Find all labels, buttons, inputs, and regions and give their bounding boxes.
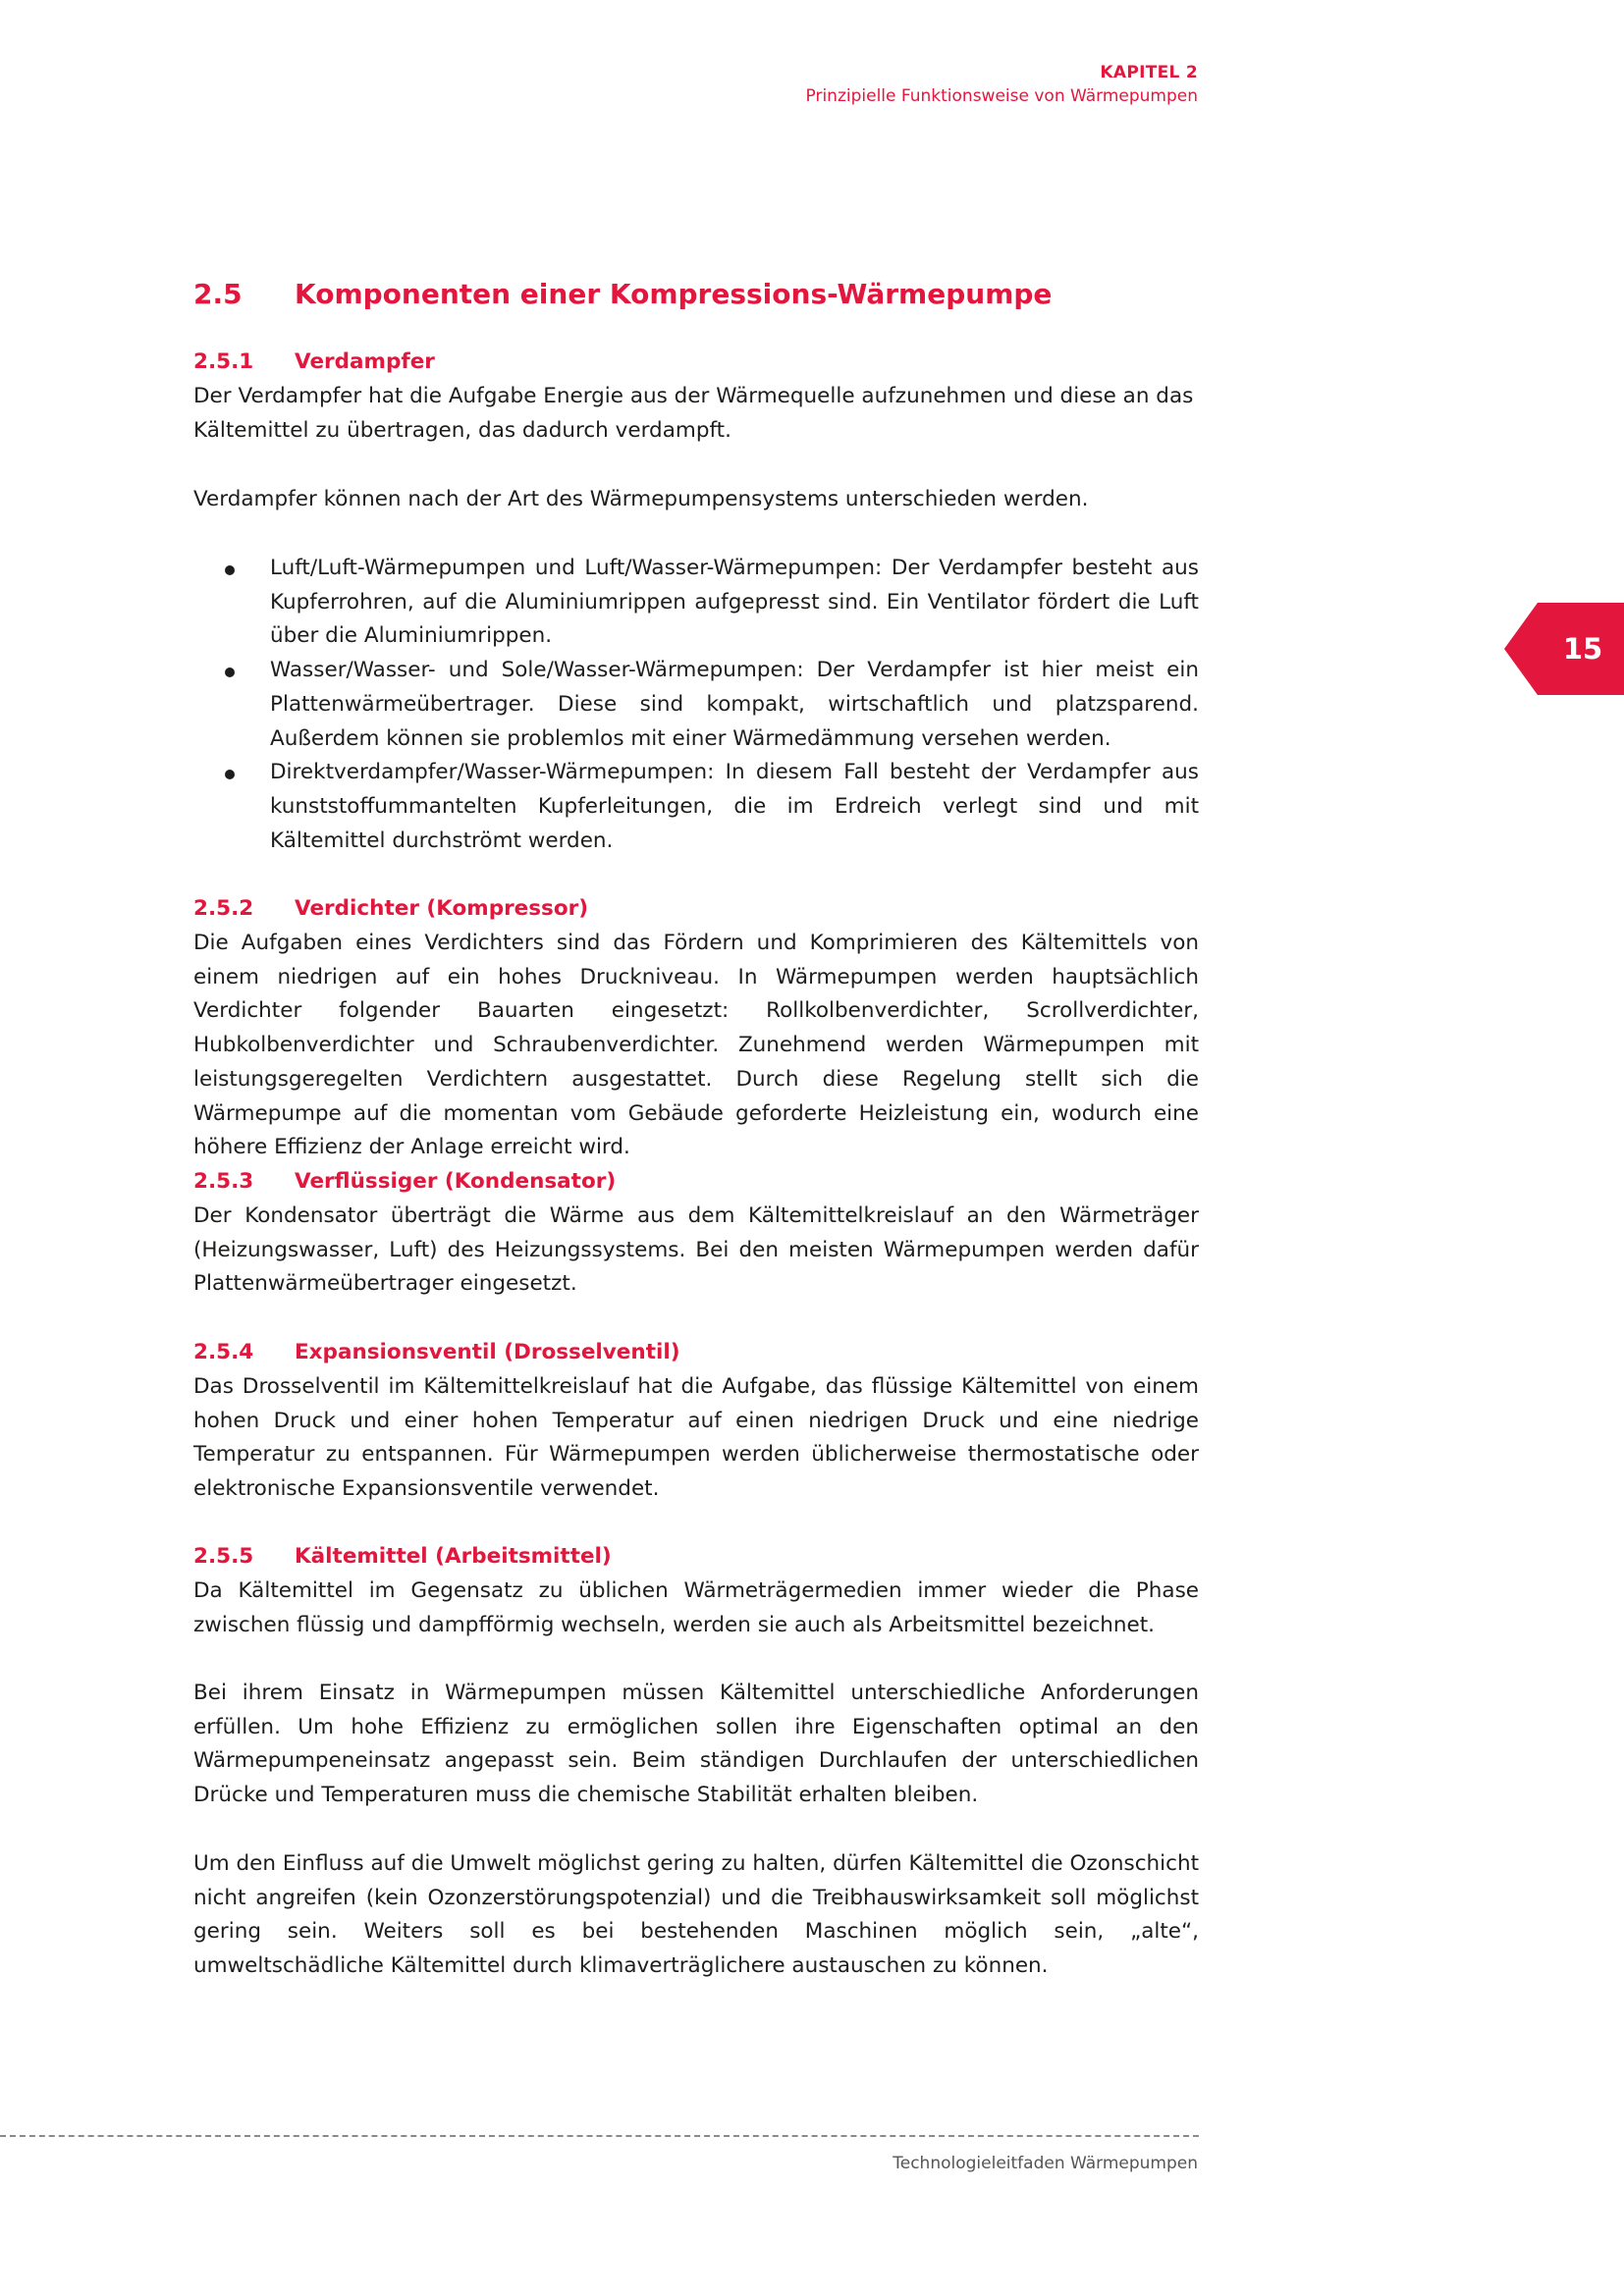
paragraph: Der Kondensator überträgt die Wärme aus dem Kältemittelkreislauf an den Wärmeträger (Heizungswasser, Luft) des Heizungssystems. Bei den meisten Wärmepumpen werden dafür Plattenwärmeübertrager eingesetzt.: [193, 1203, 1199, 1297]
bullet-icon: [225, 667, 235, 677]
list-item-text: Luft/Luft-Wärmepumpen und Luft/Wasser-Wärmepumpen: Der Verdampfer besteht aus Kupferrohren, auf die Aluminiumrippen aufgepresst sind. Ein Ventilator fördert die Luft über die Aluminiumrippen.: [270, 556, 1199, 649]
bullet-icon: [225, 565, 235, 575]
paragraph: Die Aufgaben eines Verdichters sind das Fördern und Komprimieren des Kältemittels von einem niedrigen auf ein hohes Druckniveau. In Wärmepumpen werden hauptsächlich Verdichter folgender Bauarten eingesetzt: Rollkolbenverdichter, Scrollverdichter, Hubkolbenverdichter und Schraubenverdichter. Zunehmend werden Wärmepumpen mit leistungsgeregelten Verdichtern ausgestattet. Durch diese Regelung stellt sich die Wärmepumpe auf die momentan vom Gebäude geforderte Heizleistung ein, wodurch eine höhere Effizienz der Anlage erreicht wird.: [193, 931, 1199, 1160]
subsection-heading-kaeltemittel: [193, 1540, 612, 1575]
subsection-heading-verdampfer: [193, 346, 435, 380]
subsection-title: Verflüssiger (Kondensator): [295, 1169, 617, 1194]
page-number-tab: [1504, 603, 1624, 695]
paragraph: Bei ihrem Einsatz in Wärmepumpen müssen Kältemittel unterschiedliche Anforderungen erfüllen. Um hohe Effizienz zu ermöglichen sollen ihre Eigenschaften optimal an den Wärmepumpeneinsatz angepasst sein. Beim ständigen Durchlaufen der unterschiedlichen Drücke und Temperaturen muss die chemische Stabilität erhalten bleiben.: [193, 1681, 1199, 1808]
page-number: 15: [1562, 632, 1603, 666]
subsection-number: 2.5.5: [193, 1544, 254, 1569]
list-item: [193, 756, 1199, 858]
subsection-number: 2.5.4: [193, 1340, 254, 1364]
paragraph: Verdampfer können nach der Art des Wärmepumpensystems unterschieden werden.: [193, 487, 1089, 511]
bullet-list: [193, 552, 1199, 858]
bullet-icon: [225, 770, 235, 779]
paragraph: Der Verdampfer hat die Aufgabe Energie aus der Wärmequelle aufzunehmen und diese an das Kältemittel zu übertragen, das dadurch verdampft.: [193, 384, 1194, 443]
subsection-title: Verdichter (Kompressor): [295, 896, 589, 921]
chapter-label: KAPITEL 2: [1100, 63, 1198, 82]
subsection-heading-verdichter: [193, 892, 588, 927]
subsection-number: 2.5.3: [193, 1169, 254, 1194]
list-item: [193, 654, 1199, 756]
chapter-subtitle: Prinzipielle Funktionsweise von Wärmepumpen: [805, 86, 1198, 106]
running-header: [806, 61, 1198, 108]
list-item: [193, 552, 1199, 654]
subsection-number: 2.5.2: [193, 896, 254, 921]
subsection-heading-expansionsventil: [193, 1336, 680, 1370]
subsection-title: Kältemittel (Arbeitsmittel): [295, 1544, 612, 1569]
list-item-text: Direktverdampfer/Wasser-Wärmepumpen: In diesem Fall besteht der Verdampfer aus kunststoffummantelten Kupferleitungen, die im Erdreich verlegt sind und mit Kältemittel durchströmt werden.: [270, 760, 1199, 853]
section-title: Komponenten einer Kompressions-Wärmepumpe: [295, 278, 1053, 310]
section-heading: [193, 273, 1052, 316]
footer-title: Technologieleitfaden Wärmepumpen: [893, 2154, 1198, 2173]
subsection-title: Expansionsventil (Drosselventil): [295, 1340, 680, 1364]
subsection-heading-verfluessiger: [193, 1165, 616, 1200]
section-number: 2.5: [193, 278, 243, 310]
paragraph: Das Drosselventil im Kältemittelkreislauf hat die Aufgabe, das flüssige Kältemittel von einem hohen Druck und einer hohen Temperatur auf einen niedrigen Druck und eine niedrige Temperatur zu entspannen. Für Wärmepumpen werden üblicherweise thermostatische oder elektronische Expansionsventile verwendet.: [193, 1374, 1199, 1502]
paragraph: Um den Einfluss auf die Umwelt möglichst gering zu halten, dürfen Kältemittel die Ozonschicht nicht angreifen (kein Ozonzerstörungspotenzial) und die Treibhauswirksamkeit soll möglichst gering sein. Weiters soll es bei bestehenden Maschinen möglich sein, „alte“, umweltschädliche Kältemittel durch klimaverträglichere austauschen zu können.: [193, 1851, 1199, 1979]
subsection-number: 2.5.1: [193, 349, 254, 374]
list-item-text: Wasser/Wasser- und Sole/Wasser-Wärmepumpen: Der Verdampfer ist hier meist ein Plattenwärmeübertrager. Diese sind kompakt, wirtschaftlich und platzsparend. Außerdem können sie problemlos mit einer Wärmedämmung versehen werden.: [270, 658, 1199, 751]
paragraph: Da Kältemittel im Gegensatz zu üblichen Wärmeträgermedien immer wieder die Phase zwischen flüssig und dampfförmig wechseln, werden sie auch als Arbeitsmittel bezeichnet.: [193, 1578, 1199, 1637]
subsection-title: Verdampfer: [295, 349, 435, 374]
footer-divider: [0, 2135, 1199, 2137]
